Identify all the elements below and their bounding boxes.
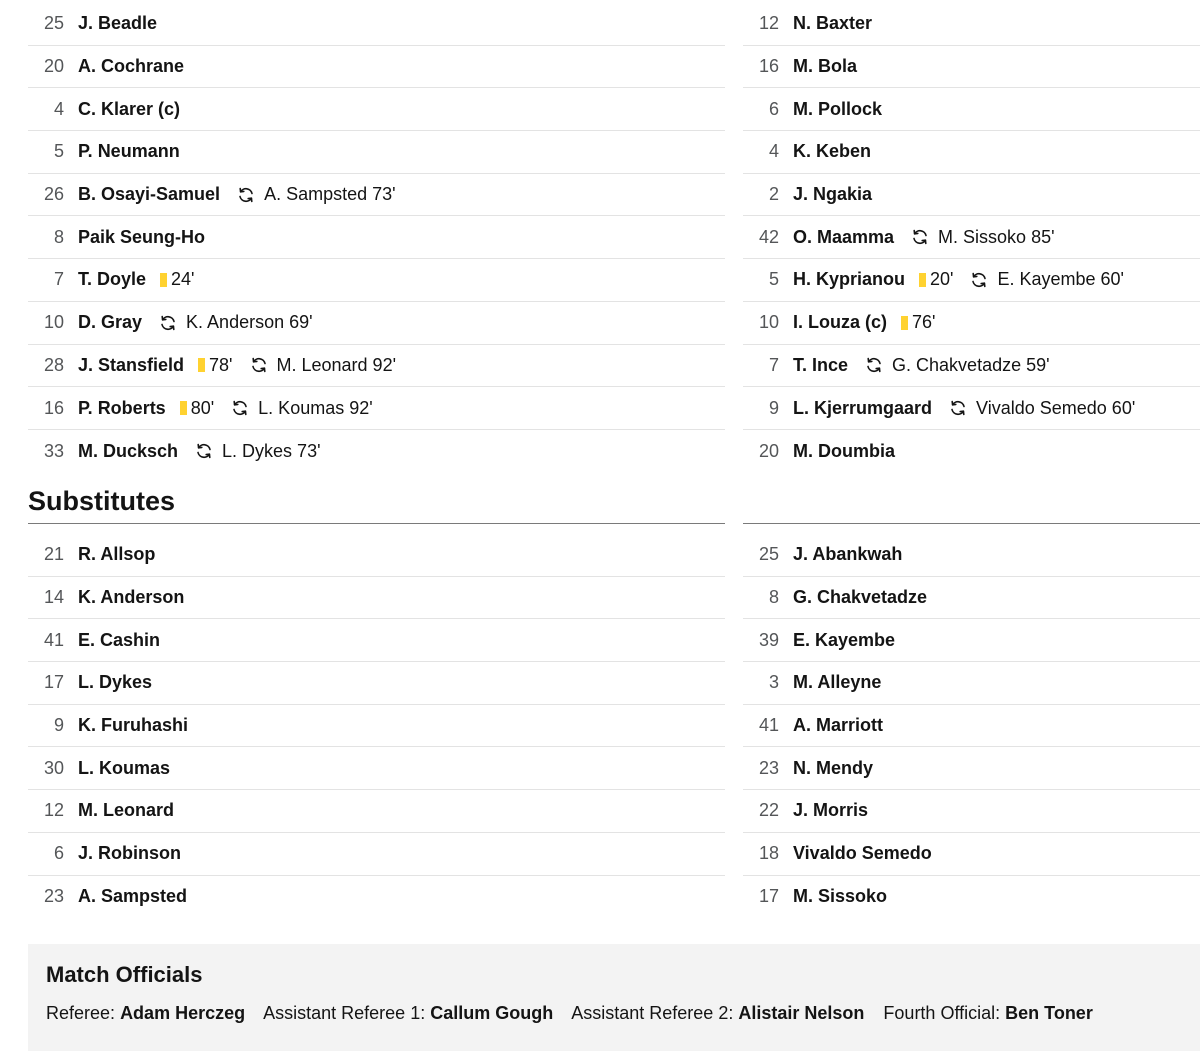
player-name[interactable]: N. Mendy: [793, 757, 874, 778]
player-number: 16: [43, 397, 64, 418]
player-number: 3: [768, 672, 779, 693]
official-name-fourth: Ben Toner: [1005, 1003, 1093, 1023]
player-number: 41: [758, 715, 779, 736]
player-name[interactable]: L. Koumas: [78, 757, 171, 778]
player-row: [28, 430, 725, 473]
player-name[interactable]: Vivaldo Semedo: [793, 843, 932, 864]
yellow-card-minute: 76': [912, 312, 936, 333]
player-number: 28: [43, 354, 64, 375]
substitution: [158, 312, 313, 333]
official-role-fourth: Fourth Official:: [883, 1003, 1001, 1023]
official-name-assistant-2: Alistair Nelson: [738, 1003, 865, 1023]
yellow-card-icon: [160, 273, 167, 287]
player-row: [743, 46, 1200, 89]
player-name[interactable]: A. Sampsted: [78, 886, 188, 907]
player-name[interactable]: I. Louza (c): [793, 312, 887, 333]
substitution-text: M. Leonard 92': [276, 354, 397, 375]
player-row: [28, 577, 725, 620]
player-number: 25: [43, 13, 64, 34]
match-officials-heading: Match Officials: [46, 962, 203, 987]
player-name[interactable]: C. Klarer (c): [78, 98, 181, 119]
substitution-text: A. Sampsted 73': [264, 184, 396, 205]
player-name[interactable]: J. Abankwah: [793, 544, 903, 565]
player-row: [28, 619, 725, 662]
player-name[interactable]: T. Doyle: [78, 269, 147, 290]
player-number: 18: [758, 843, 779, 864]
player-number: 12: [43, 800, 64, 821]
player-name[interactable]: H. Kyprianou: [793, 269, 906, 290]
player-name[interactable]: J. Stansfield: [78, 354, 185, 375]
player-number: 12: [758, 13, 779, 34]
player-name[interactable]: M. Bola: [793, 56, 858, 77]
home-substitutes-list: [28, 534, 725, 918]
player-row: [743, 876, 1200, 919]
player-row: [743, 387, 1200, 430]
player-row: [743, 131, 1200, 174]
substitution-text: Vivaldo Semedo 60': [976, 397, 1136, 418]
player-row: [28, 833, 725, 876]
player-number: 6: [53, 843, 64, 864]
player-name[interactable]: R. Allsop: [78, 544, 156, 565]
player-number: 5: [768, 269, 779, 290]
player-name[interactable]: K. Keben: [793, 141, 872, 162]
player-number: 20: [758, 440, 779, 461]
substitution-icon: [969, 270, 989, 290]
player-row: [743, 747, 1200, 790]
substitution: [969, 269, 1124, 290]
player-name[interactable]: M. Leonard: [78, 800, 175, 821]
player-name[interactable]: A. Marriott: [793, 715, 883, 736]
player-name[interactable]: M. Doumbia: [793, 440, 895, 461]
player-row: [28, 662, 725, 705]
player-name[interactable]: Paik Seung-Ho: [78, 226, 206, 247]
yellow-card-icon: [198, 358, 205, 372]
yellow-card-icon: [180, 401, 187, 415]
player-number: 4: [53, 98, 64, 119]
player-name[interactable]: K. Anderson: [78, 587, 185, 608]
player-row: [28, 3, 725, 46]
player-row: [28, 387, 725, 430]
player-number: 6: [768, 98, 779, 119]
player-number: 23: [758, 757, 779, 778]
yellow-card-minute: 24': [171, 269, 195, 290]
yellow-card-icon: [919, 273, 926, 287]
official-role-assistant-2: Assistant Referee 2:: [571, 1003, 734, 1023]
substitution: [230, 398, 373, 419]
player-row: [28, 174, 725, 217]
substitution-icon: [948, 398, 968, 418]
substitutes-divider-right: [743, 523, 1200, 524]
yellow-card-minute: 80': [190, 397, 215, 418]
player-number: 20: [43, 56, 64, 77]
substitution-icon: [864, 355, 884, 375]
player-name[interactable]: M. Sissoko: [793, 886, 888, 907]
player-row: [743, 302, 1200, 345]
officials-line: [46, 1003, 1107, 1024]
player-name[interactable]: D. Gray: [78, 312, 143, 333]
match-officials-panel: [28, 944, 1200, 1051]
player-row: [28, 790, 725, 833]
player-number: 2: [768, 184, 779, 205]
player-name[interactable]: J. Ngakia: [793, 184, 873, 205]
player-row: [743, 833, 1200, 876]
substitution-text: L. Koumas 92': [258, 397, 373, 418]
substitution-icon: [249, 355, 269, 375]
player-name[interactable]: E. Cashin: [78, 629, 161, 650]
away-substitutes-list: [743, 534, 1200, 918]
player-number: 21: [43, 544, 64, 565]
player-row: [743, 790, 1200, 833]
player-number: 9: [53, 715, 64, 736]
player-number: 10: [43, 312, 64, 333]
official-name-referee: Adam Herczeg: [120, 1003, 246, 1023]
player-name[interactable]: B. Osayi-Samuel: [78, 184, 221, 205]
player-number: 30: [43, 757, 64, 778]
player-number: 9: [768, 397, 779, 418]
player-row: [743, 534, 1200, 577]
player-row: [743, 216, 1200, 259]
player-row: [28, 88, 725, 131]
player-name[interactable]: T. Ince: [793, 354, 849, 375]
player-name[interactable]: N. Baxter: [793, 13, 873, 34]
player-number: 14: [43, 587, 64, 608]
player-name[interactable]: P. Neumann: [78, 141, 180, 162]
player-name[interactable]: J. Robinson: [78, 843, 181, 864]
player-row: [743, 430, 1200, 473]
player-row: [743, 662, 1200, 705]
away-starters-list: [743, 3, 1200, 473]
substitution-icon: [236, 185, 256, 205]
player-row: [28, 345, 725, 388]
player-number: 41: [43, 629, 64, 650]
player-row: [743, 174, 1200, 217]
player-number: 8: [53, 226, 64, 247]
official-name-assistant-1: Callum Gough: [430, 1003, 554, 1023]
player-name[interactable]: L. Dykes: [78, 672, 153, 693]
player-number: 8: [768, 587, 779, 608]
player-row: [28, 302, 725, 345]
yellow-card-icon: [901, 316, 908, 330]
substitutes-divider-left: [28, 523, 725, 524]
player-number: 17: [43, 672, 64, 693]
player-number: 17: [758, 886, 779, 907]
player-row: [28, 259, 725, 302]
substitutes-heading: Substitutes: [28, 486, 176, 516]
player-name[interactable]: L. Kjerrumgaard: [793, 397, 933, 418]
player-name[interactable]: P. Roberts: [78, 397, 166, 418]
player-row: [28, 216, 725, 259]
player-row: [28, 131, 725, 174]
player-number: 23: [43, 886, 64, 907]
player-name[interactable]: M. Pollock: [793, 98, 883, 119]
substitution-text: K. Anderson 69': [186, 312, 313, 333]
yellow-card-minute: 20': [930, 269, 954, 290]
official-role-assistant-1: Assistant Referee 1:: [263, 1003, 426, 1023]
substitution: [864, 355, 1050, 376]
player-row: [28, 534, 725, 577]
substitution-icon: [230, 398, 250, 418]
player-number: 5: [53, 141, 64, 162]
player-name[interactable]: M. Alleyne: [793, 672, 882, 693]
substitution: [910, 227, 1054, 248]
player-number: 42: [758, 226, 779, 247]
substitution-text: M. Sissoko 85': [938, 226, 1055, 247]
player-row: [743, 705, 1200, 748]
player-number: 25: [758, 544, 779, 565]
substitution: [194, 441, 320, 462]
player-name[interactable]: E. Kayembe: [793, 629, 896, 650]
player-name[interactable]: K. Furuhashi: [78, 715, 189, 736]
player-row: [743, 577, 1200, 620]
player-number: 33: [43, 440, 64, 461]
substitution: [249, 355, 397, 376]
official-role-referee: Referee:: [46, 1003, 116, 1023]
player-number: 7: [53, 269, 64, 290]
player-row: [743, 259, 1200, 302]
player-row: [28, 46, 725, 89]
player-number: 22: [758, 800, 779, 821]
player-name[interactable]: G. Chakvetadze: [793, 587, 928, 608]
player-number: 4: [768, 141, 779, 162]
player-row: [743, 3, 1200, 46]
player-number: 26: [43, 184, 64, 205]
substitution: [236, 184, 396, 205]
player-row: [28, 747, 725, 790]
substitution-text: E. Kayembe 60': [997, 269, 1124, 290]
substitution-text: L. Dykes 73': [222, 440, 321, 461]
player-number: 7: [768, 354, 779, 375]
player-name[interactable]: O. Maamma: [793, 226, 895, 247]
player-number: 10: [758, 312, 779, 333]
player-row: [743, 619, 1200, 662]
home-starters-list: [28, 3, 725, 473]
yellow-card-minute: 78': [209, 354, 233, 375]
player-name[interactable]: M. Ducksch: [78, 440, 179, 461]
substitution-icon: [194, 441, 214, 461]
player-row: [28, 876, 725, 919]
substitution-text: G. Chakvetadze 59': [892, 354, 1050, 375]
player-name[interactable]: J. Morris: [793, 800, 869, 821]
player-row: [28, 705, 725, 748]
substitution: [948, 398, 1135, 419]
player-number: 16: [758, 56, 779, 77]
player-row: [743, 345, 1200, 388]
substitution-icon: [158, 313, 178, 333]
player-name[interactable]: J. Beadle: [78, 13, 158, 34]
substitution-icon: [910, 227, 930, 247]
player-number: 39: [758, 629, 779, 650]
player-name[interactable]: A. Cochrane: [78, 56, 185, 77]
player-row: [743, 88, 1200, 131]
